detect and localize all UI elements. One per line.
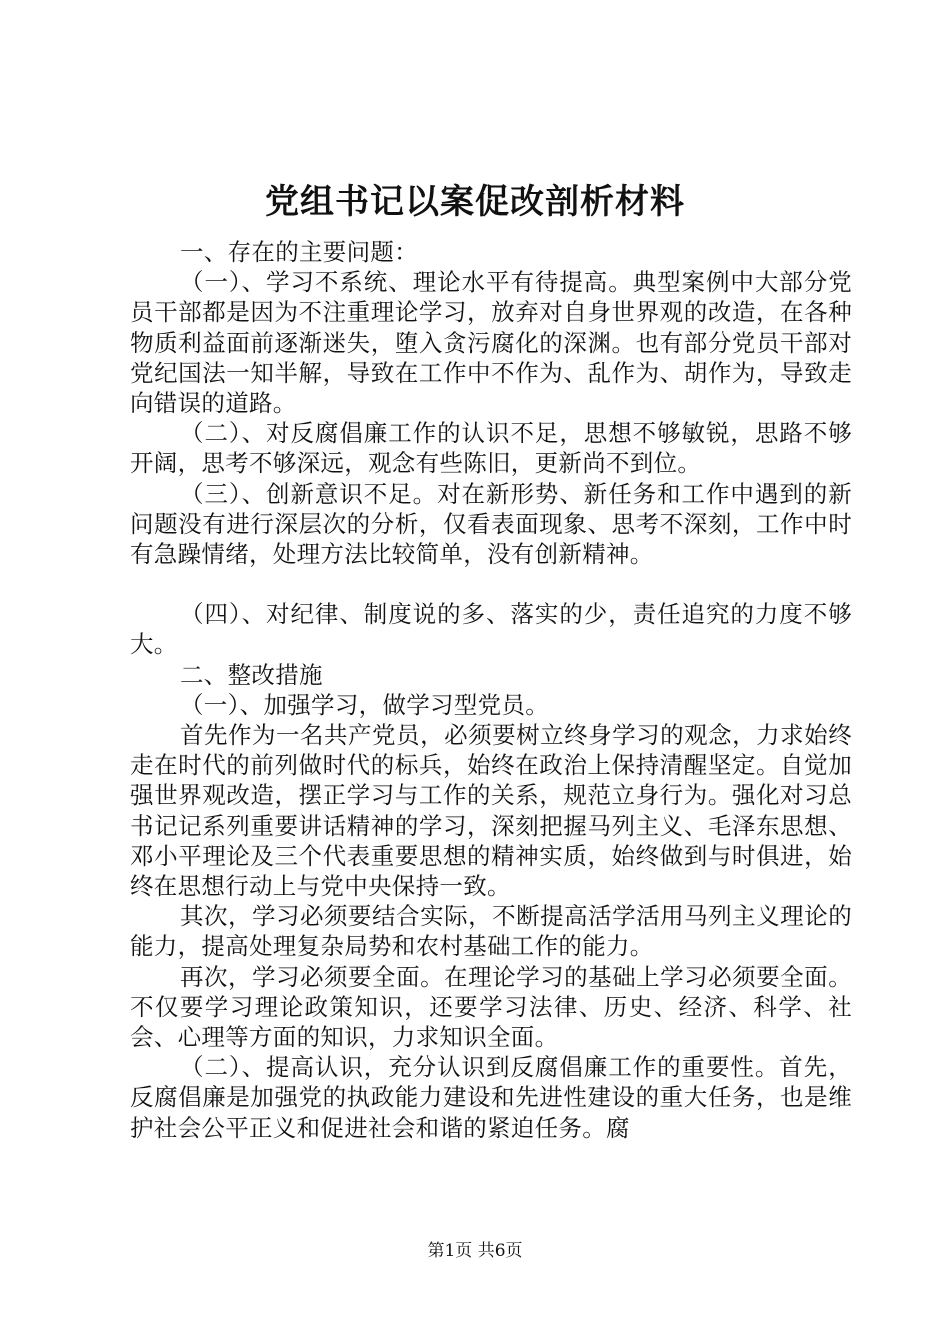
paragraph-problem-2: （二）、对反腐倡廉工作的认识不足，思想不够敏锐，思路不够开阔，思考不够深远，观念有些陈旧，更新尚不到位。 bbox=[130, 419, 852, 478]
paragraph-measure-first: 首先作为一名共产党员，必须要树立终身学习的观念，力求始终走在时代的前列做时代的标兵，始终在政治上保持清醒坚定。自觉加强世界观改造，摆正学习与工作的关系，规范立身行为。强化对习总书记记系列重要讲话精神的学习，深刻把握马列主义、毛泽东思想、邓小平理论及三个代表重要思想的精神实质，始终做到与时俱进，始终在思想行动上与党中央保持一致。 bbox=[130, 721, 852, 901]
subheading-measure-1: （一）、加强学习，做学习型党员。 bbox=[180, 690, 550, 719]
paragraph-gap bbox=[130, 569, 852, 599]
section-heading-problems: 一、存在的主要问题： bbox=[180, 238, 418, 266]
section-heading-measures: 二、整改措施 bbox=[180, 660, 323, 689]
document-title: 党组书记以案促改剖析材料 bbox=[265, 182, 685, 222]
page-footer: 第1页 共6页 bbox=[427, 1241, 523, 1261]
paragraph-problem-4: （四）、对纪律、制度说的多、落实的少，责任追究的力度不够大。 bbox=[130, 600, 852, 659]
paragraph-problem-3: （三）、创新意识不足。对在新形势、新任务和工作中遇到的新问题没有进行深层次的分析，仅看表面现象、思考不深刻，工作中时有急躁情绪，处理方法比较简单，没有创新精神。 bbox=[130, 479, 852, 569]
paragraph-measure-third: 再次，学习必须要全面。在理论学习的基础上学习必须要全面。不仅要学习理论政策知识，还要学习法律、历史、经济、科学、社会、心理等方面的知识，力求知识全面。 bbox=[130, 962, 852, 1052]
document-body bbox=[130, 237, 852, 1143]
paragraph-problem-1: （一）、学习不系统、理论水平有待提高。典型案例中大部分党员干部都是因为不注重理论学习，放弃对自身世界观的改造，在各种物质利益面前逐渐迷失，堕入贪污腐化的深渊。也有部分党员干部对党纪国法一知半解，导致在工作中不作为、乱作为、胡作为，导致走向错误的道路。 bbox=[130, 268, 852, 418]
paragraph-measure-2: （二）、提高认识，充分认识到反腐倡廉工作的重要性。首先，反腐倡廉是加强党的执政能力建设和先进性建设的重大任务，也是维护社会公平正义和促进社会和谐的紧迫任务。腐 bbox=[130, 1053, 852, 1142]
paragraph-measure-second: 其次，学习必须要结合实际，不断提高活学活用马列主义理论的能力，提高处理复杂局势和农村基础工作的能力。 bbox=[130, 902, 852, 961]
